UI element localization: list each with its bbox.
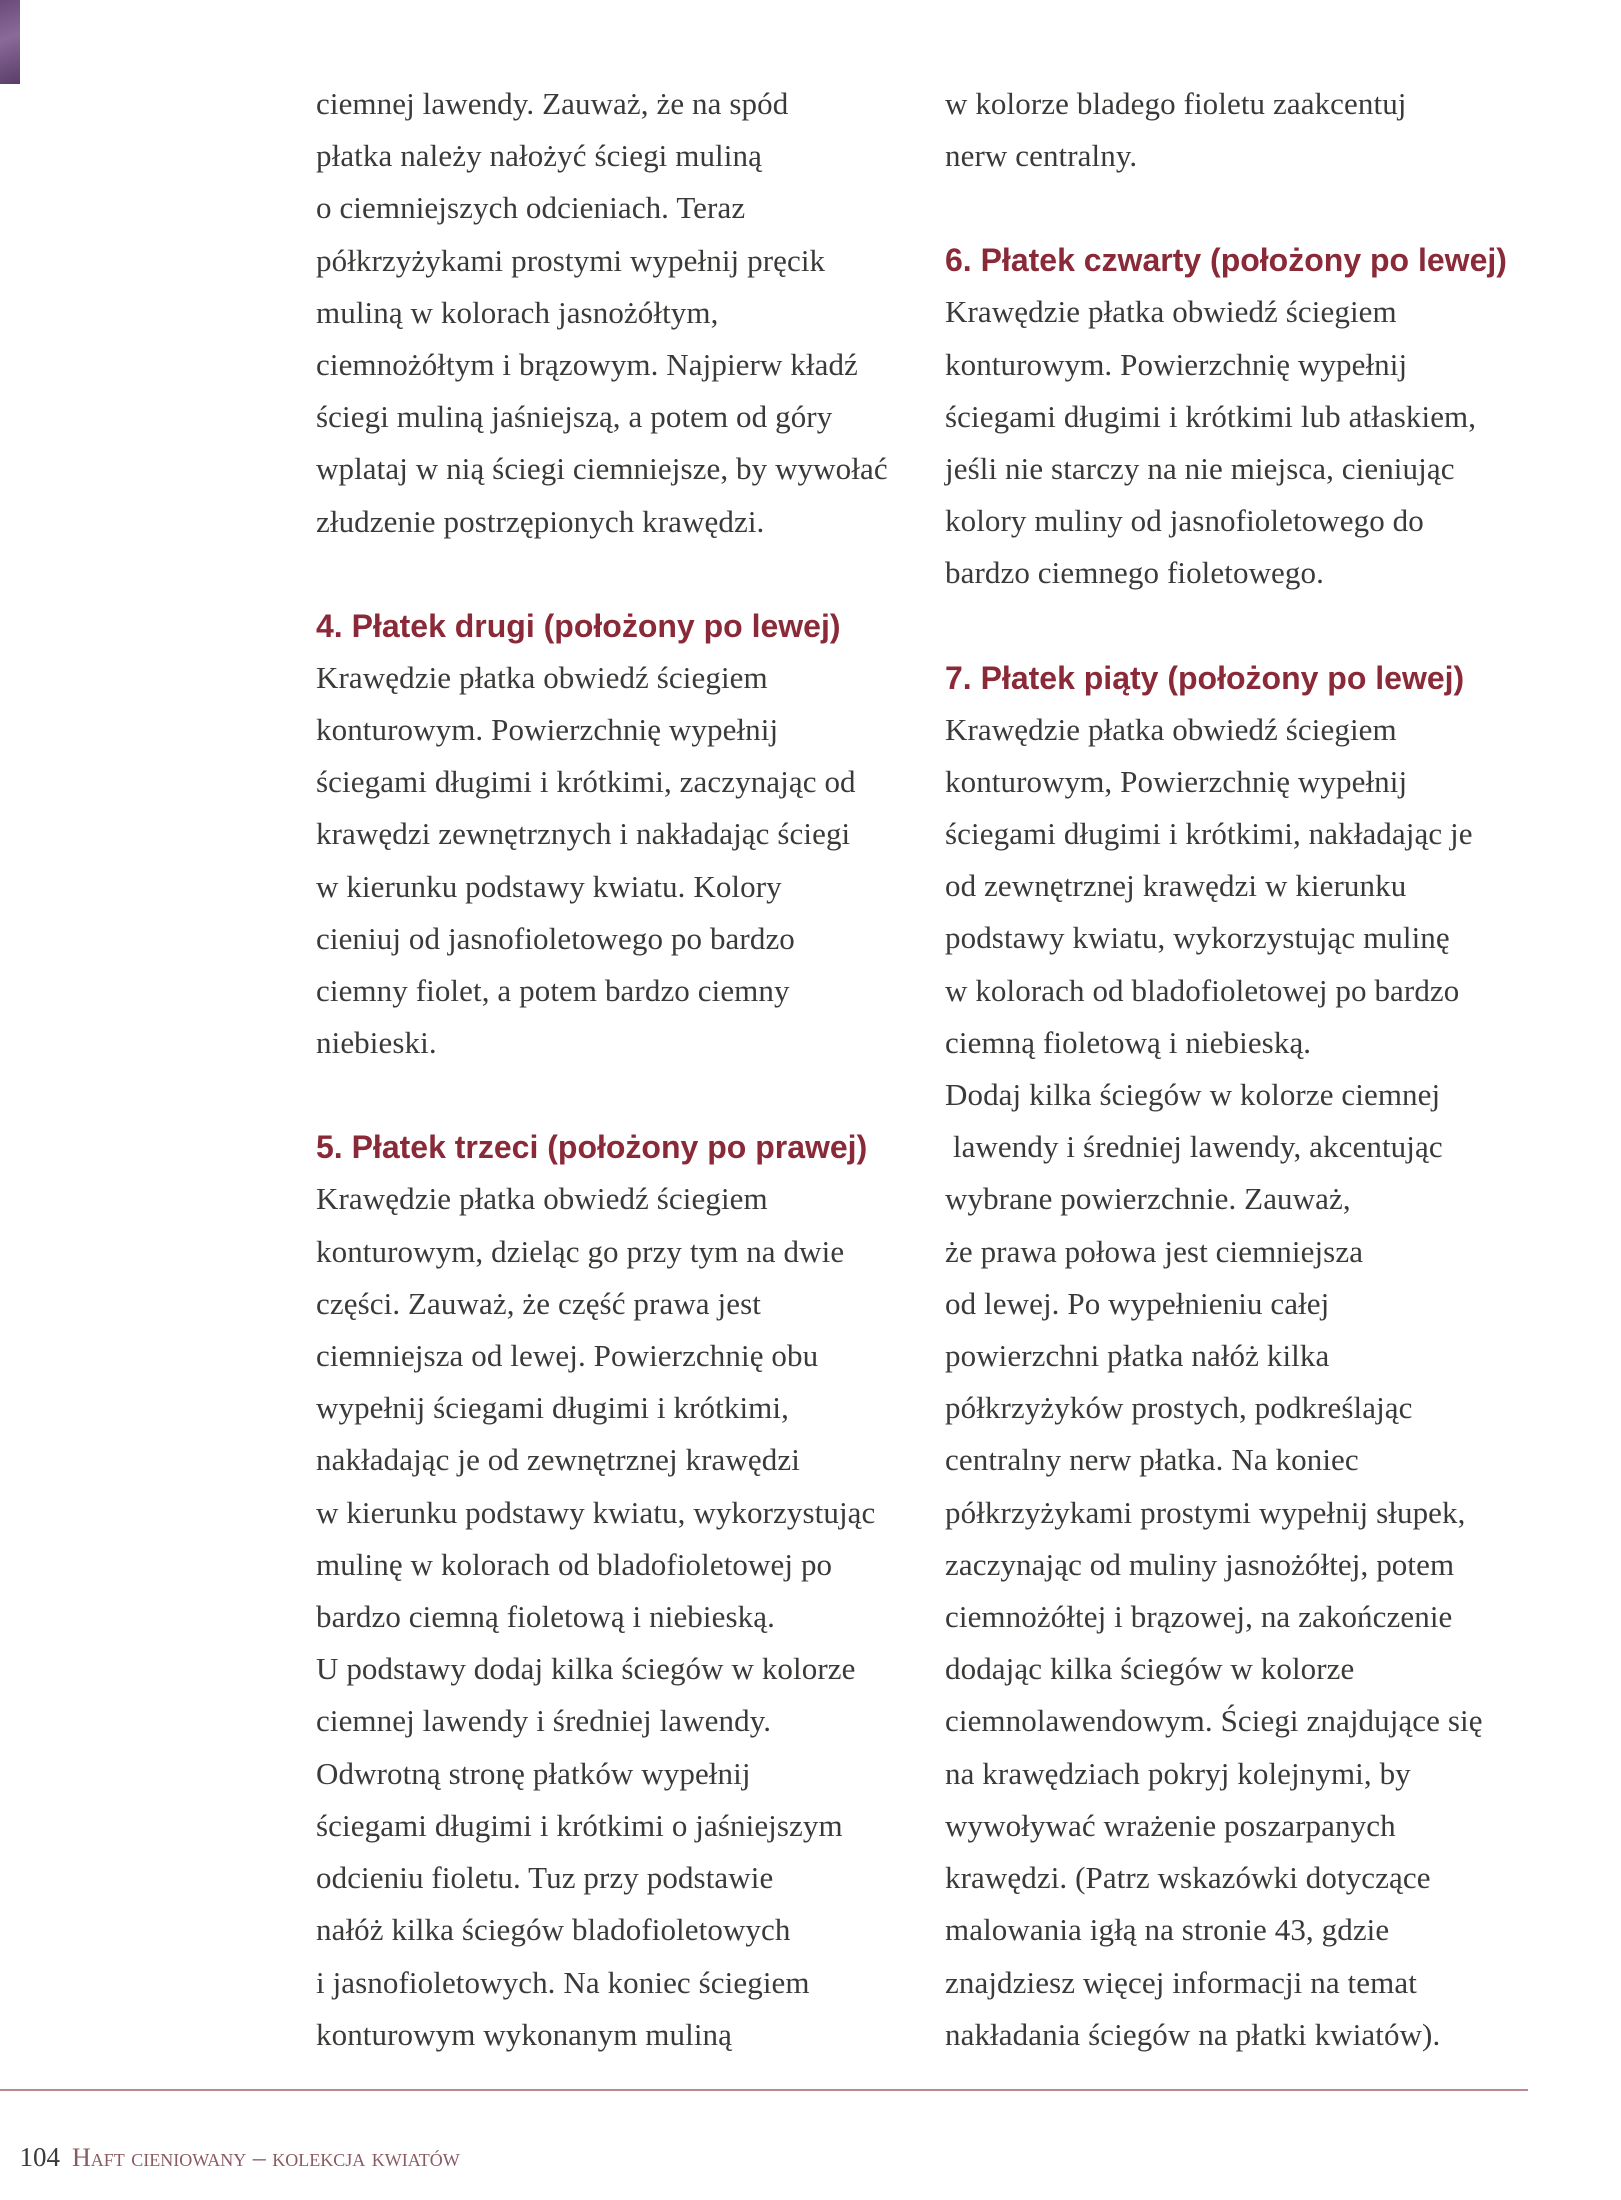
section-7-line: Dodaj kilka ściegów w kolorze ciemnej [945,1077,1441,1113]
section-6-line: konturowym. Powierzchnię wypełnij [945,346,1408,382]
section-4-line: Krawędzie płatka obwiedź ściegiem [316,659,768,695]
section-5-line: U podstawy dodaj kilka ściegów w kolorze [316,1651,856,1687]
section-4-line: w kierunku podstawy kwiatu. Kolory [316,868,782,904]
page-footer [6,2097,460,2178]
section-5-line: ciemnej lawendy i średniej lawendy. [316,1703,772,1739]
section-7-line: lawendy i średniej lawendy, akcentując [945,1129,1443,1165]
section-7-paragraph [945,704,1545,2061]
section-4-line: ciemny fiolet, a potem bardzo ciemny [316,973,790,1009]
section-5-line: odcieniu fioletu. Tuz przy podstawie [316,1860,774,1896]
section-5-line: bardzo ciemną fioletową i niebieską. [316,1599,775,1635]
section-5-line: i jasnofioletowych. Na koniec ściegiem [316,1964,810,2000]
section-5-line: ciemniejsza od lewej. Powierzchnię obu [316,1338,819,1374]
section-7-line: podstawy kwiatu, wykorzystując mulinę [945,920,1450,956]
section-4-paragraph [316,652,926,1070]
section-5-line: w kierunku podstawy kwiatu, wykorzystując [316,1494,876,1530]
section-7-line: od zewnętrznej krawędzi w kierunku [945,868,1407,904]
left-intro-line: wplataj w nią ściegi ciemniejsze, by wywołać [316,451,888,487]
section-4-line: ściegami długimi i krótkimi, zaczynając od [316,764,856,800]
section-7-line: znajdziesz więcej informacji na temat [945,1964,1417,2000]
left-intro-paragraph [316,78,926,548]
section-4-heading: 4. Płatek drugi (położony po lewej) [316,607,841,644]
right-intro-line: nerw centralny. [945,138,1138,174]
section-6-line: jeśli nie starczy na nie miejsca, cieniując [945,451,1455,487]
section-4-line: niebieski. [316,1025,437,1061]
section-7-heading: 7. Płatek piąty (położony po lewej) [945,659,1465,696]
right-intro-line: w kolorze bladego fioletu zaakcentuj [945,86,1407,121]
section-7-line: centralny nerw płatka. Na koniec [945,1442,1359,1478]
section-5-line: nałóż kilka ściegów bladofioletowych [316,1912,791,1948]
section-7-line: nakładania ściegów na płatki kwiatów). [945,2016,1441,2052]
section-7-line: że prawa połowa jest ciemniejsza [945,1233,1364,1269]
section-7-line: powierzchni płatka nałóż kilka [945,1338,1330,1374]
footer-rule [0,2089,1528,2091]
section-7-line: półkrzyżyków prostych, podkreślając [945,1390,1413,1426]
left-intro-line: półkrzyżykami prostymi wypełnij pręcik [316,242,826,278]
section-7-line: konturowym, Powierzchnię wypełnij [945,763,1408,799]
section-5-line: nakładając je od zewnętrznej krawędzi [316,1442,800,1478]
section-7-line: dodając kilka ściegów w kolorze [945,1651,1355,1687]
section-7-line: malowania igłą na stronie 43, gdzie [945,1912,1390,1948]
section-6-paragraph [945,286,1545,599]
left-intro-line: ściegi muliną jaśniejszą, a potem od góry [316,399,833,435]
right-intro-paragraph [945,78,1545,182]
section-5-line: konturowym, dzieląc go przy tym na dwie [316,1233,845,1269]
section-6-heading: 6. Płatek czwarty (położony po lewej) [945,242,1507,279]
section-7-line: na krawędziach pokryj kolejnymi, by [945,1755,1411,1791]
section-7-line: półkrzyżykami prostymi wypełnij słupek, [945,1494,1466,1530]
section-6-line: Krawędzie płatka obwiedź ściegiem [945,294,1397,330]
section-7-line: w kolorach od bladofioletowej po bardzo [945,972,1460,1008]
section-4-line: konturowym. Powierzchnię wypełnij [316,712,779,748]
section-5-paragraph [316,1173,926,2060]
section-4-line: krawędzi zewnętrznych i nakładając ściegi [316,816,851,852]
section-7-line: ściegami długimi i krótkimi, nakładając je [945,816,1473,852]
left-intro-line: złudzenie postrzępionych krawędzi. [316,503,765,539]
section-7-line: ciemną fioletową i niebieską. [945,1024,1312,1060]
section-5-line: części. Zauważ, że część prawa jest [316,1285,761,1321]
section-6-line: bardzo ciemnego fioletowego. [945,555,1324,591]
section-5-line: ściegami długimi i krótkimi o jaśniejszym [316,1807,843,1843]
section-7-line: od lewej. Po wypełnieniu całej [945,1285,1330,1321]
running-title: Haft cieniowany – kolekcja kwiatów [72,2143,460,2172]
section-5-line: Odwrotną stronę płatków wypełnij [316,1755,751,1791]
section-5-line: wypełnij ściegami długimi i krótkimi, [316,1390,789,1426]
section-5-line: konturowym wykonanym muliną [316,2016,732,2052]
section-5-line: Krawędzie płatka obwiedź ściegiem [316,1181,768,1217]
left-intro-line: o ciemniejszych odcieniach. Teraz [316,190,746,226]
section-7-line: ciemnolawendowym. Ściegi znajdujące się [945,1703,1483,1739]
section-6-line: kolory muliny od jasnofioletowego do [945,503,1424,539]
right-column [945,78,1545,2061]
section-7-line: ciemnożółtej i brązowej, na zakończenie [945,1599,1453,1635]
left-intro-line: ciemnej lawendy. Zauważ, że na spód [316,86,789,121]
section-5-heading: 5. Płatek trzeci (położony po prawej) [316,1129,868,1166]
section-7-line: zaczynając od muliny jasnożółtej, potem [945,1546,1455,1582]
section-7-line: krawędzi. (Patrz wskazówki dotyczące [945,1860,1431,1896]
section-4-line: cieniuj od jasnofioletowego po bardzo [316,920,795,956]
left-intro-line: muliną w kolorach jasnożółtym, [316,294,719,330]
left-intro-line: płatka należy nałożyć ściegi muliną [316,138,762,174]
left-intro-line: ciemnożółtym i brązowym. Najpierw kładź [316,347,858,383]
section-5-line: mulinę w kolorach od bladofioletowej po [316,1546,833,1582]
section-7-line: wybrane powierzchnie. Zauważ, [945,1181,1351,1217]
section-7-line: wywoływać wrażenie poszarpanych [945,1807,1396,1843]
section-7-line: Krawędzie płatka obwiedź ściegiem [945,711,1397,747]
section-6-line: ściegami długimi i krótkimi lub atłaskiem, [945,398,1477,434]
page-number: 104 [19,2142,60,2172]
corner-decoration [0,0,20,84]
left-column [316,78,926,2061]
